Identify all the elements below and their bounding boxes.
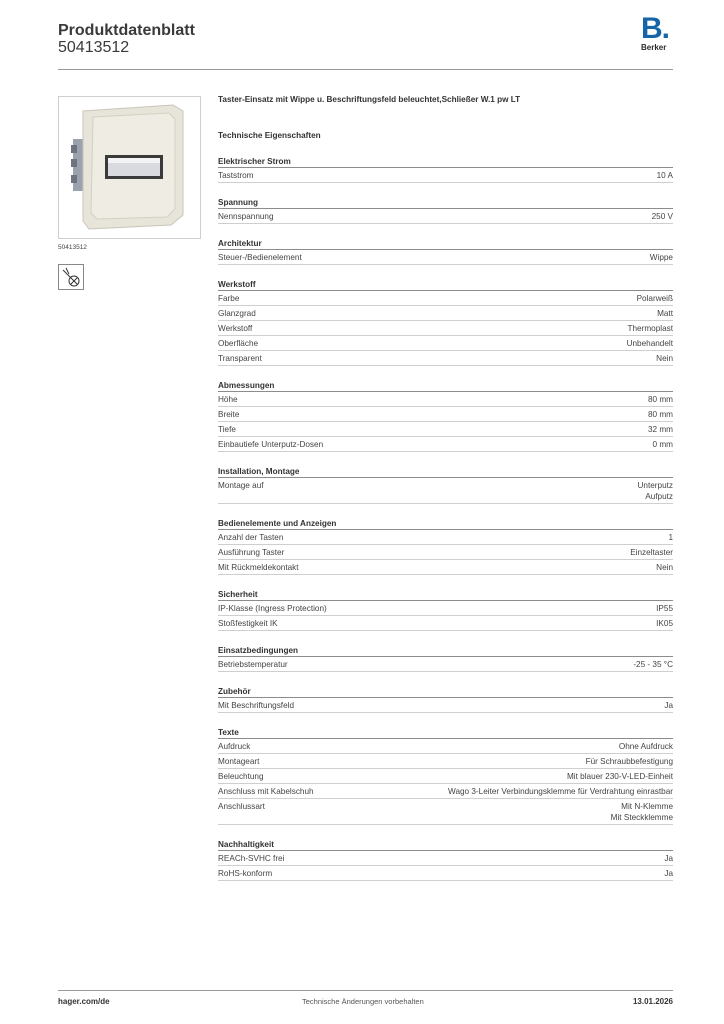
property-value bbox=[619, 741, 673, 752]
property-label: Nennspannung bbox=[218, 212, 274, 221]
property-value-line: Ja bbox=[664, 701, 673, 710]
footer-website: hager.com/de bbox=[58, 997, 110, 1006]
property-value bbox=[650, 252, 673, 263]
footer-divider bbox=[58, 990, 673, 991]
property-value bbox=[630, 547, 673, 558]
property-value-line: Matt bbox=[657, 309, 673, 318]
product-number: 50413512 bbox=[58, 39, 130, 56]
property-value-line: 10 A bbox=[656, 171, 673, 180]
property-value-line: Nein bbox=[656, 354, 673, 363]
property-label: Einbautiefe Unterputz-Dosen bbox=[218, 440, 324, 449]
property-section bbox=[218, 517, 673, 575]
property-row bbox=[218, 851, 673, 866]
property-label: Ausführung Taster bbox=[218, 548, 285, 557]
datasheet-main bbox=[218, 94, 673, 881]
property-value bbox=[652, 211, 673, 222]
property-section bbox=[218, 196, 673, 224]
property-label: REACh-SVHC frei bbox=[218, 854, 285, 863]
property-row bbox=[218, 784, 673, 799]
property-section bbox=[218, 237, 673, 265]
property-row bbox=[218, 739, 673, 754]
property-value bbox=[648, 424, 673, 435]
property-value bbox=[664, 700, 673, 711]
property-row bbox=[218, 392, 673, 407]
property-label: Taststrom bbox=[218, 171, 254, 180]
property-row bbox=[218, 422, 673, 437]
property-value bbox=[637, 293, 673, 304]
property-value-line: -25 - 35 °C bbox=[633, 660, 673, 669]
property-label: Steuer-/Bedienelement bbox=[218, 253, 302, 262]
property-value bbox=[448, 786, 673, 797]
logo-letter: B. bbox=[641, 12, 669, 45]
property-label: Montageart bbox=[218, 757, 260, 766]
property-value bbox=[627, 323, 673, 334]
property-label: Aufdruck bbox=[218, 742, 251, 751]
push-button-insert-image bbox=[59, 97, 200, 238]
page-title: Produktdatenblatt bbox=[58, 22, 195, 39]
property-value-line: Mit Steckklemme bbox=[610, 813, 673, 822]
property-label: Mit Rückmeldekontakt bbox=[218, 563, 299, 572]
property-row bbox=[218, 754, 673, 769]
section-title: Architektur bbox=[218, 237, 673, 250]
footer-disclaimer: Technische Änderungen vorbehalten bbox=[302, 997, 424, 1006]
property-row bbox=[218, 321, 673, 336]
property-section bbox=[218, 278, 673, 366]
property-value bbox=[633, 659, 673, 670]
property-value bbox=[656, 562, 673, 573]
logo-text: Berker bbox=[641, 43, 667, 52]
property-value bbox=[664, 868, 673, 879]
property-row bbox=[218, 351, 673, 366]
footer-date: 13.01.2026 bbox=[632, 997, 673, 1006]
property-label: IP-Klasse (Ingress Protection) bbox=[218, 604, 327, 613]
property-row bbox=[218, 306, 673, 321]
property-row bbox=[218, 545, 673, 560]
property-row bbox=[218, 336, 673, 351]
property-label: Mit Beschriftungsfeld bbox=[218, 701, 294, 710]
section-title: Einsatzbedingungen bbox=[218, 644, 673, 657]
property-value bbox=[656, 603, 673, 614]
section-title: Spannung bbox=[218, 196, 673, 209]
property-value-line: Thermoplast bbox=[627, 324, 673, 333]
property-row bbox=[218, 657, 673, 672]
property-label: Breite bbox=[218, 410, 240, 419]
property-label: Höhe bbox=[218, 395, 238, 404]
property-row bbox=[218, 799, 673, 825]
product-description: Taster-Einsatz mit Wippe u. Beschriftungsfeld beleuchtet,Schließer W.1 pw LT bbox=[218, 95, 521, 104]
property-value-line: Ja bbox=[664, 869, 673, 878]
image-caption: 50413512 bbox=[58, 244, 87, 251]
property-row bbox=[218, 407, 673, 422]
property-row bbox=[218, 601, 673, 616]
product-image bbox=[58, 96, 201, 239]
property-row bbox=[218, 250, 673, 265]
property-value-line: IP55 bbox=[656, 604, 673, 613]
section-title: Werkstoff bbox=[218, 278, 673, 291]
section-title: Abmessungen bbox=[218, 379, 673, 392]
tech-heading: Technische Eigenschaften bbox=[218, 131, 321, 140]
property-label: Anzahl der Tasten bbox=[218, 533, 284, 542]
property-value-line: Unterputz bbox=[637, 481, 673, 490]
property-row bbox=[218, 478, 673, 504]
section-title: Elektrischer Strom bbox=[218, 155, 673, 168]
property-row bbox=[218, 560, 673, 575]
property-label: RoHS-konform bbox=[218, 869, 273, 878]
property-value bbox=[611, 801, 673, 823]
property-value-line: 32 mm bbox=[647, 425, 673, 434]
property-value-line: Unbehandelt bbox=[626, 339, 673, 348]
section-title: Sicherheit bbox=[218, 588, 673, 601]
property-row bbox=[218, 209, 673, 224]
property-value bbox=[586, 756, 673, 767]
property-value bbox=[648, 409, 673, 420]
property-value-line: Polarweiß bbox=[636, 294, 673, 303]
property-section bbox=[218, 155, 673, 183]
property-label: Betriebstemperatur bbox=[218, 660, 288, 669]
property-label: Werkstoff bbox=[218, 324, 253, 333]
property-label: Tiefe bbox=[218, 425, 236, 434]
property-row bbox=[218, 530, 673, 545]
property-label: Anschlussart bbox=[218, 802, 265, 811]
property-label: Beleuchtung bbox=[218, 772, 264, 781]
property-row bbox=[218, 168, 673, 183]
property-sections bbox=[218, 155, 673, 881]
property-value-line: Wago 3-Leiter Verbindungsklemme für Verdrahtung einrastbar bbox=[448, 787, 673, 796]
section-title: Nachhaltigkeit bbox=[218, 838, 673, 851]
property-value bbox=[648, 394, 673, 405]
property-value-line: Mit blauer 230-V-LED-Einheit bbox=[566, 772, 673, 781]
section-title: Installation, Montage bbox=[218, 465, 673, 478]
property-value bbox=[653, 439, 673, 450]
property-value bbox=[567, 771, 673, 782]
property-section bbox=[218, 838, 673, 881]
berker-logo bbox=[641, 12, 673, 54]
property-value-line: IK05 bbox=[656, 619, 673, 628]
property-value bbox=[657, 308, 673, 319]
header-divider bbox=[58, 69, 673, 70]
property-value-line: 0 mm bbox=[652, 440, 673, 449]
property-value bbox=[638, 480, 674, 502]
property-label: Montage auf bbox=[218, 481, 264, 490]
property-label: Anschluss mit Kabelschuh bbox=[218, 787, 314, 796]
property-value-line: Ja bbox=[664, 854, 673, 863]
property-section bbox=[218, 588, 673, 631]
installation-symbol bbox=[58, 264, 84, 290]
property-value bbox=[668, 532, 673, 543]
property-section bbox=[218, 379, 673, 452]
property-value-line: Ohne Aufdruck bbox=[618, 742, 673, 751]
property-value-line: 80 mm bbox=[647, 395, 673, 404]
property-label: Oberfläche bbox=[218, 339, 259, 348]
property-row bbox=[218, 437, 673, 452]
property-value bbox=[664, 853, 673, 864]
property-value bbox=[656, 618, 673, 629]
property-section bbox=[218, 726, 673, 825]
property-label: Transparent bbox=[218, 354, 262, 363]
property-value-line: Mit N-Klemme bbox=[621, 802, 673, 811]
property-section bbox=[218, 465, 673, 504]
property-value-line: Für Schraubbefestigung bbox=[585, 757, 673, 766]
property-value-line: Wippe bbox=[649, 253, 673, 262]
property-value bbox=[627, 338, 673, 349]
property-value-line: 1 bbox=[668, 533, 673, 542]
property-value-line: Einzeltaster bbox=[630, 548, 673, 557]
property-row bbox=[218, 291, 673, 306]
property-label: Glanzgrad bbox=[218, 309, 256, 318]
screw-mounting-icon bbox=[59, 265, 83, 289]
property-section bbox=[218, 644, 673, 672]
property-value-line: Aufputz bbox=[645, 492, 673, 501]
property-value-line: 80 mm bbox=[647, 410, 673, 419]
property-label: Farbe bbox=[218, 294, 240, 303]
property-row bbox=[218, 616, 673, 631]
property-value bbox=[657, 170, 673, 181]
property-row bbox=[218, 866, 673, 881]
property-section bbox=[218, 685, 673, 713]
section-title: Zubehör bbox=[218, 685, 673, 698]
property-value-line: 250 V bbox=[651, 212, 673, 221]
property-label: Stoßfestigkeit IK bbox=[218, 619, 278, 628]
property-value-line: Nein bbox=[656, 563, 673, 572]
property-row bbox=[218, 698, 673, 713]
property-value bbox=[656, 353, 673, 364]
property-row bbox=[218, 769, 673, 784]
section-title: Texte bbox=[218, 726, 673, 739]
section-title: Bedienelemente und Anzeigen bbox=[218, 517, 673, 530]
